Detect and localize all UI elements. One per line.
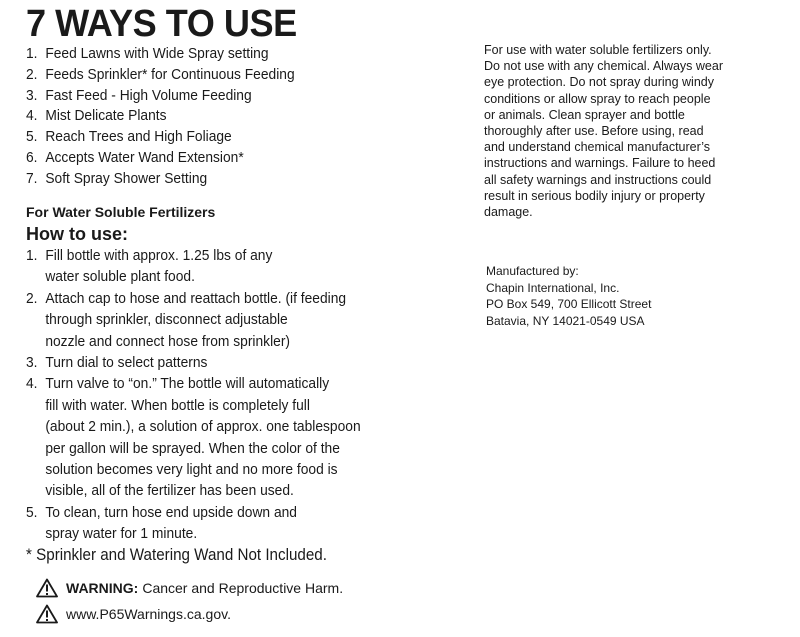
step-item: 5. To clean, turn hose end upside down and spray water for 1 minute. [26, 503, 297, 543]
step-item: 4. Turn valve to “on.” The bottle will automatically fill with water. When bottle is completely full (about 2 min.), a solution of approx. one tablespoon per gallon will be sprayed. When the color of the solution becomes very light and no more food is visible, all of the fertilizer has been used. [26, 375, 361, 500]
step-item: 1. Fill bottle with approx. 1.25 lbs of any water soluble plant food. [26, 247, 273, 286]
fertilizer-subheading: For Water Soluble Fertilizers [26, 204, 216, 220]
step-item: 3. Turn dial to select patterns [26, 353, 208, 371]
list-item: 1. Feed Lawns with Wide Spray setting [26, 45, 269, 62]
warning-text: Cancer and Reproductive Harm. [142, 580, 344, 596]
step-item: 2. Attach cap to hose and reattach bottle. (if feeding through sprinkler, disconnect adjustable nozzle and connect hose from sprinkler) [26, 289, 347, 350]
list-item: 7. Soft Spray Shower Setting [26, 169, 208, 187]
warning-triangle-icon [36, 604, 58, 624]
footnote: * Sprinkler and Watering Wand Not Included. [26, 546, 327, 564]
warning-triangle-icon [36, 578, 58, 598]
caution-paragraph: For use with water soluble fertilizers only. Do not use with any chemical. Always wear eye protection. Do not spray during windy conditions or allow spray to reach people or animals. Clean sprayer and bottle thoroughly after use. Before using, read and understand chemical manufacturer’s instructions and warnings. Failure to heed all safety warnings and instructions could result in serious bodily injury or property damage. [484, 43, 723, 220]
warning-label: WARNING: [66, 580, 139, 596]
list-item: 2. Feeds Sprinkler* for Continuous Feeding [26, 65, 295, 83]
list-item: 3. Fast Feed - High Volume Feeding [26, 86, 252, 104]
prop65-warning [36, 578, 343, 598]
how-to-heading: How to use: [26, 224, 128, 244]
list-item: 5. Reach Trees and High Foliage [26, 128, 232, 146]
prop65-link-row [36, 604, 231, 624]
list-item: 4. Mist Delicate Plants [26, 107, 167, 125]
steps-list [26, 245, 390, 544]
page-title: 7 WAYS TO USE [26, 3, 297, 45]
ways-list [26, 44, 318, 190]
list-item: 6. Accepts Water Wand Extension* [26, 148, 244, 166]
warning-url[interactable]: www.P65Warnings.ca.gov. [66, 606, 231, 622]
manufacturer-info: Manufactured by: Chapin International, Inc. PO Box 549, 700 Ellicott Street Batavia, NY 14021-0549 USA [486, 264, 652, 328]
